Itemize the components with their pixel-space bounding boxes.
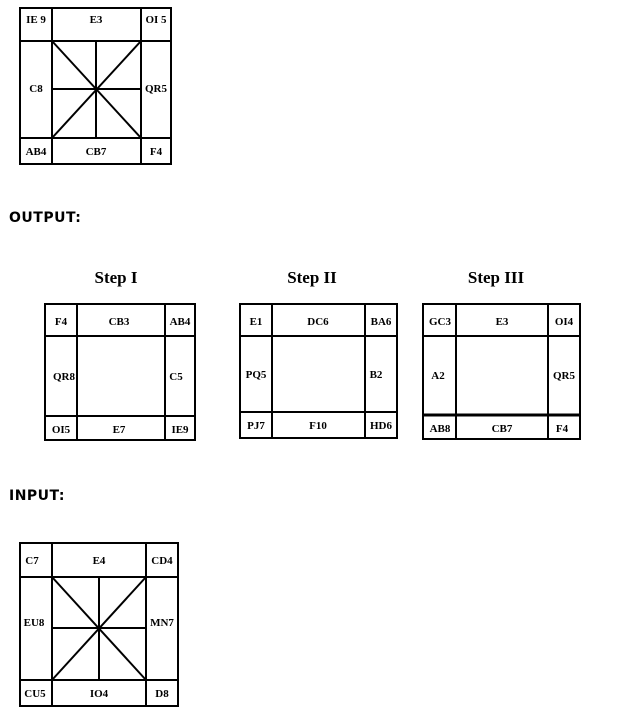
output-heading: OUTPUT: — [9, 210, 82, 226]
step-3-top-right: OI4 — [554, 316, 574, 328]
top-puzzle-top-right: OI 5 — [145, 14, 167, 26]
step-3-top-center: E3 — [495, 316, 509, 328]
step-2-top-center: DC6 — [307, 316, 329, 328]
top-puzzle-mid-right: QR5 — [145, 83, 167, 95]
step-1-mid-right: C5 — [169, 371, 183, 383]
input-puzzle-bottom-left: CU5 — [24, 688, 46, 700]
step-3-mid-left: A2 — [431, 370, 445, 382]
input-puzzle-mid-right: MN7 — [150, 617, 174, 629]
step-1-bottom-left: OI5 — [51, 424, 71, 436]
step-2-top-right: BA6 — [370, 316, 392, 328]
step-3-bottom-right: F4 — [555, 423, 569, 435]
step-1-bottom-right: IE9 — [171, 424, 189, 436]
top-puzzle-top-left: IE 9 — [26, 14, 46, 26]
input-puzzle-top-right: CD4 — [151, 555, 173, 567]
step-1-title: Step I — [94, 268, 138, 287]
top-puzzle-top-center: E3 — [89, 14, 103, 26]
step-2-mid-right: B2 — [369, 369, 383, 381]
step-1-bottom-center: E7 — [112, 424, 126, 436]
step-1-top-left: F4 — [54, 316, 68, 328]
step-1-top-right: AB4 — [169, 316, 191, 328]
input-heading: INPUT: — [9, 488, 65, 504]
input-puzzle-top-center: E4 — [92, 555, 106, 567]
step-3-title: Step III — [467, 268, 525, 287]
step-2-mid-left: PQ5 — [245, 369, 267, 381]
step-3-bottom-center: CB7 — [491, 423, 513, 435]
step-1-mid-left: QR8 — [53, 371, 75, 383]
step-2-bottom-center: F10 — [309, 420, 327, 432]
step-3-top-left: GC3 — [429, 316, 451, 328]
step-2-title: Step II — [287, 268, 337, 287]
input-puzzle-top-left: C7 — [25, 555, 39, 567]
top-puzzle-mid-left: C8 — [29, 83, 43, 95]
top-puzzle-bottom-right: F4 — [149, 146, 163, 158]
top-puzzle-bottom-center: CB7 — [85, 146, 107, 158]
step-3-mid-right: QR5 — [553, 370, 575, 382]
input-puzzle-bottom-center: IO4 — [89, 688, 109, 700]
step-2-bottom-left: PJ7 — [247, 420, 265, 432]
step-1-top-center: CB3 — [108, 316, 130, 328]
step-2-bottom-right: HD6 — [370, 420, 392, 432]
input-puzzle-mid-left: EU8 — [23, 617, 45, 629]
step-2-top-left: E1 — [249, 316, 263, 328]
step-3-bottom-left: AB8 — [429, 423, 451, 435]
input-puzzle-bottom-right: D8 — [155, 688, 169, 700]
top-puzzle-bottom-left: AB4 — [25, 146, 47, 158]
